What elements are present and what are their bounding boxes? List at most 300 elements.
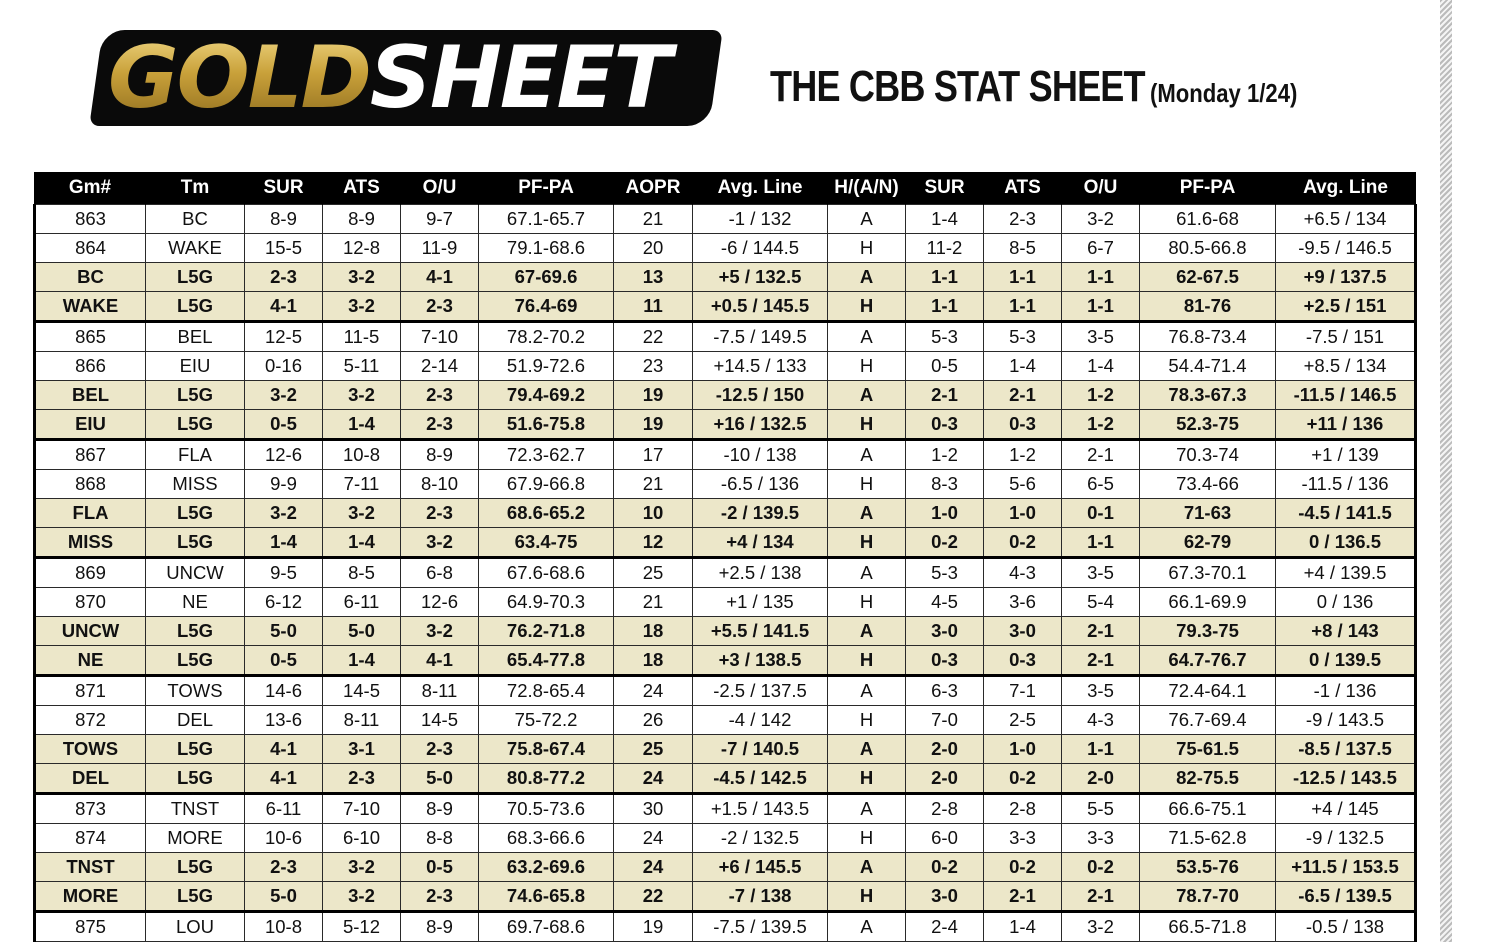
table-cell: 8-8 [401, 824, 479, 853]
table-cell: 1-0 [984, 735, 1062, 764]
table-cell: TOWS [146, 676, 245, 706]
table-cell: 4-3 [1062, 706, 1140, 735]
table-cell: -8.5 / 137.5 [1276, 735, 1416, 764]
table-cell: +16 / 132.5 [693, 410, 828, 440]
col-header: Tm [146, 172, 245, 205]
table-cell: 3-2 [401, 617, 479, 646]
table-cell: 3-2 [323, 381, 401, 410]
table-cell: BEL [146, 322, 245, 352]
table-cell: 1-1 [1062, 292, 1140, 322]
table-cell: L5G [146, 853, 245, 882]
table-cell: 5-3 [906, 558, 984, 588]
table-cell: 61.6-68 [1140, 205, 1276, 234]
table-row [35, 882, 1416, 912]
table-cell: 7-1 [984, 676, 1062, 706]
table-cell: 13 [614, 263, 693, 292]
table-cell: 23 [614, 352, 693, 381]
table-cell: 2-3 [245, 263, 323, 292]
table-cell: 72.8-65.4 [479, 676, 614, 706]
table-cell: 64.7-76.7 [1140, 646, 1276, 676]
table-row [35, 646, 1416, 676]
table-cell: H [828, 528, 906, 558]
table-cell: 3-2 [1062, 205, 1140, 234]
col-header: SUR [245, 172, 323, 205]
table-cell: A [828, 499, 906, 528]
table-cell: +11.5 / 153.5 [1276, 853, 1416, 882]
table-cell: 1-4 [245, 528, 323, 558]
table-cell: 10-6 [245, 824, 323, 853]
table-cell: 2-1 [1062, 646, 1140, 676]
table-cell: 873 [35, 794, 146, 824]
table-cell: 72.3-62.7 [479, 440, 614, 470]
table-cell: -12.5 / 150 [693, 381, 828, 410]
table-cell: 78.2-70.2 [479, 322, 614, 352]
table-cell: A [828, 440, 906, 470]
table-cell: 863 [35, 205, 146, 234]
table-cell: -7.5 / 151 [1276, 322, 1416, 352]
table-cell: 6-0 [906, 824, 984, 853]
table-cell: 14-5 [401, 706, 479, 735]
table-cell: +0.5 / 145.5 [693, 292, 828, 322]
table-cell: 1-1 [1062, 263, 1140, 292]
table-cell: L5G [146, 381, 245, 410]
table-cell: DEL [146, 706, 245, 735]
table-cell: A [828, 381, 906, 410]
col-header: PF-PA [479, 172, 614, 205]
table-cell: 7-0 [906, 706, 984, 735]
table-cell: 0-5 [401, 853, 479, 882]
table-cell: 1-0 [906, 499, 984, 528]
table-row [35, 676, 1416, 706]
table-row [35, 735, 1416, 764]
table-cell: 0-2 [984, 764, 1062, 794]
table-cell: BC [35, 263, 146, 292]
table-cell: 869 [35, 558, 146, 588]
table-cell: 4-1 [401, 646, 479, 676]
table-cell: 67-69.6 [479, 263, 614, 292]
page-edge [1440, 0, 1452, 942]
table-cell: 3-2 [323, 292, 401, 322]
table-cell: 866 [35, 352, 146, 381]
table-cell: A [828, 205, 906, 234]
table-cell: +11 / 136 [1276, 410, 1416, 440]
table-cell: 12-6 [245, 440, 323, 470]
table-cell: 67.6-68.6 [479, 558, 614, 588]
table-cell: +14.5 / 133 [693, 352, 828, 381]
table-cell: -1 / 136 [1276, 676, 1416, 706]
table-row [35, 352, 1416, 381]
col-header: Avg. Line [693, 172, 828, 205]
table-cell: 2-3 [984, 205, 1062, 234]
col-header: PF-PA [1140, 172, 1276, 205]
table-cell: 1-1 [906, 292, 984, 322]
table-cell: 24 [614, 824, 693, 853]
logo-gold-text: GOLD [108, 28, 370, 128]
table-cell: L5G [146, 528, 245, 558]
table-cell: 5-11 [323, 352, 401, 381]
table-cell: -6 / 144.5 [693, 234, 828, 263]
table-cell: 0 / 139.5 [1276, 646, 1416, 676]
table-cell: 24 [614, 853, 693, 882]
table-cell: 2-4 [906, 912, 984, 942]
table-cell: 24 [614, 676, 693, 706]
table-cell: 2-1 [1062, 440, 1140, 470]
table-header-row [35, 172, 1416, 205]
table-cell: 2-3 [323, 764, 401, 794]
table-cell: 3-0 [906, 882, 984, 912]
table-cell: H [828, 706, 906, 735]
table-cell: 4-1 [245, 292, 323, 322]
table-cell: A [828, 735, 906, 764]
table-cell: -2 / 139.5 [693, 499, 828, 528]
table-cell: 8-9 [401, 794, 479, 824]
table-cell: 8-5 [984, 234, 1062, 263]
table-cell: 8-9 [323, 205, 401, 234]
table-cell: 3-3 [984, 824, 1062, 853]
table-cell: +4 / 134 [693, 528, 828, 558]
table-cell: 8-9 [401, 440, 479, 470]
table-cell: 8-3 [906, 470, 984, 499]
table-cell: 21 [614, 470, 693, 499]
table-cell: 21 [614, 588, 693, 617]
page-title-block [770, 62, 1298, 112]
table-cell: H [828, 882, 906, 912]
table-cell: 5-6 [984, 470, 1062, 499]
table-cell: 11-9 [401, 234, 479, 263]
table-cell: 12-5 [245, 322, 323, 352]
col-header: Avg. Line [1276, 172, 1416, 205]
table-cell: 8-5 [323, 558, 401, 588]
table-cell: 3-3 [1062, 824, 1140, 853]
table-cell: MORE [35, 882, 146, 912]
table-cell: 65.4-77.8 [479, 646, 614, 676]
table-row [35, 470, 1416, 499]
table-row [35, 410, 1416, 440]
table-cell: FLA [35, 499, 146, 528]
table-cell: 0-2 [984, 528, 1062, 558]
table-cell: 76.8-73.4 [1140, 322, 1276, 352]
table-cell: BEL [35, 381, 146, 410]
table-cell: 2-1 [1062, 617, 1140, 646]
table-cell: +5 / 132.5 [693, 263, 828, 292]
table-cell: 70.3-74 [1140, 440, 1276, 470]
table-cell: 3-2 [401, 528, 479, 558]
table-cell: A [828, 912, 906, 942]
page-title: THE CBB STAT SHEET [770, 62, 1145, 111]
table-cell: H [828, 646, 906, 676]
table-cell: 1-2 [984, 440, 1062, 470]
table-cell: 0-2 [984, 853, 1062, 882]
table-cell: 67.9-66.8 [479, 470, 614, 499]
table-row [35, 706, 1416, 735]
goldsheet-logo [108, 30, 670, 126]
table-cell: -6.5 / 136 [693, 470, 828, 499]
table-cell: EIU [146, 352, 245, 381]
table-cell: 62-67.5 [1140, 263, 1276, 292]
table-cell: H [828, 410, 906, 440]
table-cell: +8 / 143 [1276, 617, 1416, 646]
table-cell: -7 / 140.5 [693, 735, 828, 764]
table-cell: 21 [614, 205, 693, 234]
table-cell: +1 / 139 [1276, 440, 1416, 470]
table-cell: 0-2 [906, 528, 984, 558]
table-cell: 2-3 [401, 292, 479, 322]
table-cell: 71-63 [1140, 499, 1276, 528]
table-cell: A [828, 853, 906, 882]
table-cell: 18 [614, 617, 693, 646]
table-cell: 26 [614, 706, 693, 735]
table-row [35, 292, 1416, 322]
table-cell: 8-11 [323, 706, 401, 735]
table-cell: 64.9-70.3 [479, 588, 614, 617]
table-row [35, 912, 1416, 942]
table-cell: WAKE [146, 234, 245, 263]
table-cell: 3-2 [1062, 912, 1140, 942]
table-cell: 14-6 [245, 676, 323, 706]
table-row [35, 499, 1416, 528]
table-cell: 1-1 [984, 292, 1062, 322]
table-row [35, 764, 1416, 794]
table-cell: 5-0 [245, 617, 323, 646]
table-cell: 2-0 [906, 735, 984, 764]
table-cell: 51.6-75.8 [479, 410, 614, 440]
table-cell: UNCW [35, 617, 146, 646]
table-cell: 4-1 [245, 764, 323, 794]
table-cell: H [828, 470, 906, 499]
col-header: ATS [323, 172, 401, 205]
table-cell: 14-5 [323, 676, 401, 706]
table-cell: +1.5 / 143.5 [693, 794, 828, 824]
table-cell: 0-5 [906, 352, 984, 381]
table-cell: -9 / 132.5 [1276, 824, 1416, 853]
col-header: H/(A/N) [828, 172, 906, 205]
table-cell: 5-12 [323, 912, 401, 942]
stat-table [33, 172, 1417, 942]
table-cell: 3-5 [1062, 322, 1140, 352]
table-cell: 0-1 [1062, 499, 1140, 528]
table-cell: L5G [146, 646, 245, 676]
table-cell: 5-0 [323, 617, 401, 646]
table-cell: 66.6-75.1 [1140, 794, 1276, 824]
table-cell: 5-3 [984, 322, 1062, 352]
table-cell: -4.5 / 142.5 [693, 764, 828, 794]
table-cell: 76.7-69.4 [1140, 706, 1276, 735]
table-cell: 1-4 [984, 912, 1062, 942]
table-cell: 82-75.5 [1140, 764, 1276, 794]
table-cell: 1-4 [1062, 352, 1140, 381]
table-cell: 2-1 [984, 882, 1062, 912]
table-cell: 73.4-66 [1140, 470, 1276, 499]
table-cell: A [828, 322, 906, 352]
table-cell: 0 / 136.5 [1276, 528, 1416, 558]
table-cell: 870 [35, 588, 146, 617]
table-cell: 3-0 [906, 617, 984, 646]
table-cell: +3 / 138.5 [693, 646, 828, 676]
table-cell: 868 [35, 470, 146, 499]
table-cell: L5G [146, 882, 245, 912]
col-header: O/U [1062, 172, 1140, 205]
table-cell: 66.1-69.9 [1140, 588, 1276, 617]
table-cell: 1-4 [323, 646, 401, 676]
table-cell: 19 [614, 381, 693, 410]
table-cell: +2.5 / 151 [1276, 292, 1416, 322]
table-cell: 75-72.2 [479, 706, 614, 735]
table-cell: 3-0 [984, 617, 1062, 646]
table-cell: WAKE [35, 292, 146, 322]
table-cell: -11.5 / 146.5 [1276, 381, 1416, 410]
table-cell: 865 [35, 322, 146, 352]
table-cell: 3-2 [323, 499, 401, 528]
table-cell: 19 [614, 410, 693, 440]
table-cell: 6-8 [401, 558, 479, 588]
table-cell: 53.5-76 [1140, 853, 1276, 882]
table-cell: NE [35, 646, 146, 676]
table-cell: 3-2 [245, 381, 323, 410]
table-cell: 1-4 [323, 528, 401, 558]
table-cell: 8-9 [245, 205, 323, 234]
table-cell: 864 [35, 234, 146, 263]
table-cell: 68.6-65.2 [479, 499, 614, 528]
table-cell: -12.5 / 143.5 [1276, 764, 1416, 794]
table-cell: 63.4-75 [479, 528, 614, 558]
page-margin [1452, 0, 1506, 942]
table-cell: -7.5 / 149.5 [693, 322, 828, 352]
table-cell: 11-2 [906, 234, 984, 263]
table-cell: 20 [614, 234, 693, 263]
page-subtitle: (Monday 1/24) [1150, 78, 1298, 108]
table-cell: EIU [35, 410, 146, 440]
table-cell: LOU [146, 912, 245, 942]
table-cell: 79.1-68.6 [479, 234, 614, 263]
table-cell: 0-2 [1062, 853, 1140, 882]
table-cell: 1-4 [323, 410, 401, 440]
table-cell: H [828, 234, 906, 263]
table-cell: 1-2 [906, 440, 984, 470]
table-cell: -4 / 142 [693, 706, 828, 735]
table-cell: 75-61.5 [1140, 735, 1276, 764]
table-cell: 10-8 [245, 912, 323, 942]
table-cell: 2-0 [1062, 764, 1140, 794]
table-cell: NE [146, 588, 245, 617]
table-row [35, 263, 1416, 292]
table-cell: 15-5 [245, 234, 323, 263]
table-cell: A [828, 794, 906, 824]
table-cell: 5-3 [906, 322, 984, 352]
table-cell: +8.5 / 134 [1276, 352, 1416, 381]
table-cell: 0 / 136 [1276, 588, 1416, 617]
table-cell: 6-11 [323, 588, 401, 617]
table-cell: 18 [614, 646, 693, 676]
table-cell: 874 [35, 824, 146, 853]
table-row [35, 794, 1416, 824]
table-cell: 875 [35, 912, 146, 942]
table-cell: BC [146, 205, 245, 234]
table-cell: 80.8-77.2 [479, 764, 614, 794]
table-cell: L5G [146, 499, 245, 528]
table-cell: 30 [614, 794, 693, 824]
table-cell: 867 [35, 440, 146, 470]
table-cell: 0-5 [245, 410, 323, 440]
table-row [35, 824, 1416, 853]
table-cell: DEL [35, 764, 146, 794]
table-cell: 2-5 [984, 706, 1062, 735]
table-cell: H [828, 764, 906, 794]
table-cell: A [828, 676, 906, 706]
table-cell: 4-3 [984, 558, 1062, 588]
table-cell: 3-2 [245, 499, 323, 528]
table-cell: 3-5 [1062, 676, 1140, 706]
table-cell: 4-5 [906, 588, 984, 617]
table-cell: 5-5 [1062, 794, 1140, 824]
table-cell: 52.3-75 [1140, 410, 1276, 440]
table-cell: 75.8-67.4 [479, 735, 614, 764]
table-cell: 51.9-72.6 [479, 352, 614, 381]
table-cell: 8-10 [401, 470, 479, 499]
table-cell: -7 / 138 [693, 882, 828, 912]
table-cell: 22 [614, 882, 693, 912]
table-cell: 8-9 [401, 912, 479, 942]
table-cell: 0-3 [984, 410, 1062, 440]
col-header: O/U [401, 172, 479, 205]
table-cell: 2-8 [906, 794, 984, 824]
table-cell: -11.5 / 136 [1276, 470, 1416, 499]
table-cell: 0-5 [245, 646, 323, 676]
table-cell: 7-10 [401, 322, 479, 352]
table-cell: +4 / 145 [1276, 794, 1416, 824]
table-cell: H [828, 292, 906, 322]
table-cell: 80.5-66.8 [1140, 234, 1276, 263]
table-cell: 872 [35, 706, 146, 735]
table-cell: L5G [146, 617, 245, 646]
table-cell: -0.5 / 138 [1276, 912, 1416, 942]
table-cell: L5G [146, 410, 245, 440]
table-cell: 70.5-73.6 [479, 794, 614, 824]
table-cell: 2-8 [984, 794, 1062, 824]
table-cell: -10 / 138 [693, 440, 828, 470]
table-cell: +5.5 / 141.5 [693, 617, 828, 646]
col-header: Gm# [35, 172, 146, 205]
table-cell: 1-4 [984, 352, 1062, 381]
table-cell: 74.6-65.8 [479, 882, 614, 912]
table-cell: 2-1 [1062, 882, 1140, 912]
table-cell: 1-0 [984, 499, 1062, 528]
table-cell: 2-0 [906, 764, 984, 794]
table-body [35, 205, 1416, 942]
table-cell: TNST [35, 853, 146, 882]
table-cell: +6 / 145.5 [693, 853, 828, 882]
table-cell: H [828, 824, 906, 853]
table-cell: 12-6 [401, 588, 479, 617]
table-row [35, 440, 1416, 470]
table-cell: 3-2 [323, 853, 401, 882]
table-cell: 13-6 [245, 706, 323, 735]
table-cell: +4 / 139.5 [1276, 558, 1416, 588]
table-cell: 1-1 [906, 263, 984, 292]
table-cell: 1-1 [1062, 735, 1140, 764]
table-cell: 2-1 [984, 381, 1062, 410]
table-row [35, 322, 1416, 352]
table-cell: -2.5 / 137.5 [693, 676, 828, 706]
table-cell: H [828, 588, 906, 617]
table-cell: 63.2-69.6 [479, 853, 614, 882]
table-cell: 62-79 [1140, 528, 1276, 558]
table-cell: 3-2 [323, 263, 401, 292]
table-cell: 1-1 [1062, 528, 1140, 558]
table-cell: 69.7-68.6 [479, 912, 614, 942]
table-cell: 871 [35, 676, 146, 706]
table-cell: 0-2 [906, 853, 984, 882]
table-cell: 0-3 [906, 646, 984, 676]
